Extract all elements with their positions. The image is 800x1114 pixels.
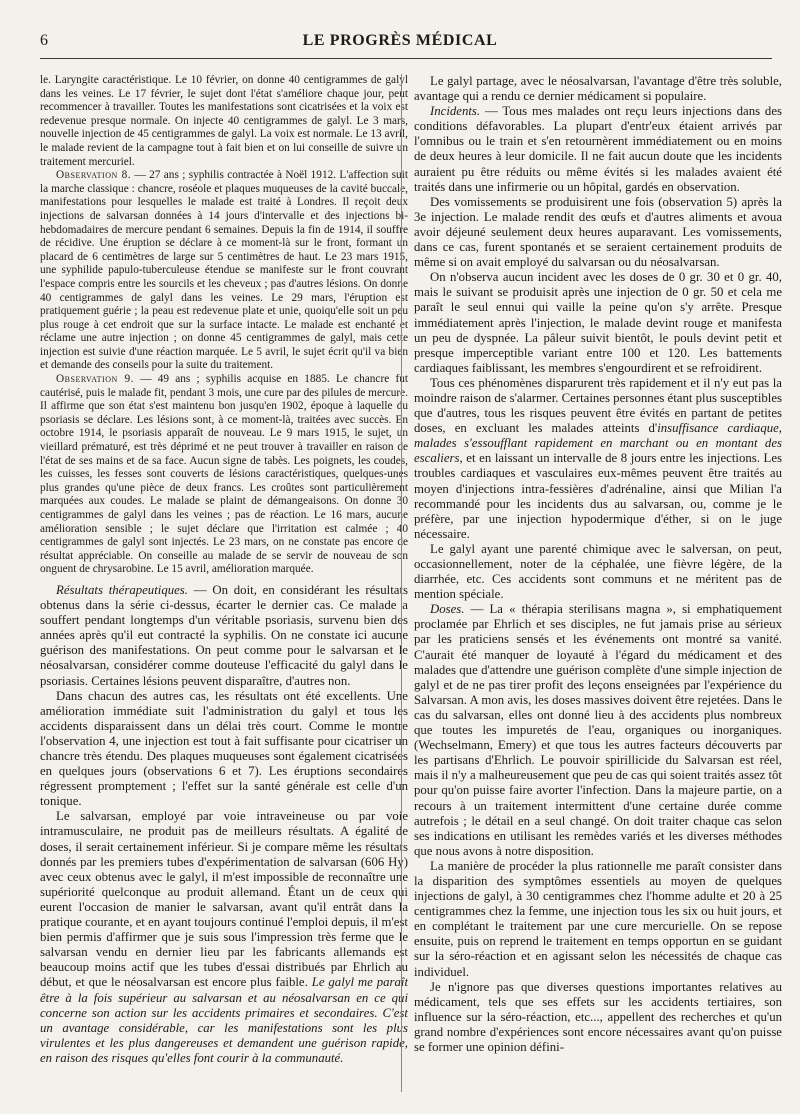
journal-title: LE PROGRÈS MÉDICAL: [302, 32, 498, 49]
incidents-paragraph: [414, 104, 782, 195]
paragraph-text: — Tous mes malades ont reçu leurs injections dans des conditions défavorables. La plupart d'entr'eux étaient arrivés par l'omnibus ou le train et s'en retournèrent immédiatement ou en moins de deux heures à leur domicile. Il ne fait aucun doute que les incidents auraient pu être réduits ou même évités si les malades avaient été traités dans une infirmerie ou un hôpital, gardés en observation.: [414, 104, 782, 194]
results-paragraph: [40, 583, 408, 689]
body-paragraph: [414, 859, 782, 980]
case-text: le. Laryngite caractéristique. Le 10 février, on donne 40 centigrammes de galyl dans les veines. Le 17 février, le sujet dont l'état s'améliore chaque jour, peut recommencer à travailler. Toutes les manifestations sont cicatrisées et la voix est redevenue presque normale. On injecte 40 centigrammes de galyl. Le 3 mars, nouvelle injection de 45 centigrammes de galyl. La voix est normale. Le 13 avril, le malade revient de la campagne tout à fait bien et on lui conseille de suivre un traitement mercuriel.: [40, 74, 408, 168]
italic-conclusion: Le galyl me paraît être à la fois supérieur au salvarsan et au néosalvarsan en ce qui concerne son action sur les accidents primaires et secondaires. C'est un avantage considérable, car les manifestations sont les plus virulentes et les plus dangereuses et demandent une guérison rapide, en raison des risques qu'elles font courir à la communauté.: [40, 975, 408, 1065]
observation-8: [40, 169, 408, 373]
paragraph-text: — La « thérapia sterilisans magna », si emphatiquement proclamée par Ehrlich et ses disciples, ne fut jamais prise au sérieux par les praticiens sensés et les événements ont montré sa vanité. C'aurait été manquer de loyauté à l'égard du médicament et des malades que d'attendre une guérison complète d'une simple injection de galyl et de ne pas tirer profit des leçons enseignées par l'expérience du Salvarsan. A mon avis, les doses massives doivent être rejetées. Dans le cas du salvarsan, elles ont donné lieu à des accidents plus nombreux que toutes les impuretés de l'eau, organiques ou inorganiques. (Wechselmann, Emery) et que tous les autres facteurs découverts par les partisans d'Ehrlich. Le pouvoir spirillicide du Salvarsan est réel, mais il n'y a malheureusement que peu de cas qui soient traités assez tôt pour qu'on puisse faire avorter l'infection. Dans la majeure partie, on a recours à un traitement intermittent d'une certaine durée comme autrefois ; le détail en a seul changé. On doit traiter chaque cas selon ses indications en utilisant les remèdes variés et les diverses méthodes que nous avons à notre disposition.: [414, 602, 782, 858]
paragraph-text: Dans chacun des autres cas, les résultats ont été excellents. Une amélioration immédiate suit l'administration du galyl et tous les accidents disparaissent dans un délai très court. Comme le montre l'observation 4, une injection est tout à fait suffisante pour cicatriser un chancre très étendu. Des plaques muqueuses sont également cicatrisées en quelques jours (observations 6 et 7). Les éruptions secondaires régressent promptement ; l'effet sur la santé générale est celle d'un tonique.: [40, 688, 408, 809]
results-section: [40, 583, 408, 1066]
paragraph-text: Le salvarsan, employé par voie intraveineuse ou par voie intramusculaire, ne produit pas de meilleurs résultats. A égalité de doses, il serait certainement inférieur. Si je compare même les résultats donnés par les premiers tubes d'expérimentation de salvarsan (606 Hy) avec ceux obtenus avec le galyl, il m'est impossible de reconnaître une supériorité quelconque au produit allemand. Étant un de ceux qui eurent l'occasion de manier le salvarsan, avant qu'il entrât dans la pratique courante, et en ayant toujours continué l'emploi depuis, il m'est bien permis d'affirmer que je suis sous l'impression très ferme que le salvarsan vendu en dernier lieu par les fabricants allemands est beaucoup moins actif que les tubes d'essai distribués par Ehrlich au début, et que le néosalvarsan est encore plus faible.: [40, 809, 408, 990]
paragraph-text: La manière de procéder la plus rationnelle me paraît consister dans la disparition des symptômes essentiels au moyen de quelques injections de galyl, à 30 centigrammes chez l'homme adulte et 20 à 25 centigrammes chez la femme, une injection tous les six ou huit jours, et en complétant le traitement par une cure mercurielle. On se repose ensuite, puis on reprend le traitement en temps opportun en se guidant sur la séro-réaction et en agissant selon les nécessités de chaque cas individuel.: [414, 858, 782, 979]
body-paragraph: [414, 270, 782, 376]
section-lead: Résultats thérapeutiques.: [56, 582, 188, 597]
page-number: 6: [40, 32, 48, 49]
body-paragraph: [40, 809, 408, 1066]
paragraph-text: et en laissant un intervalle de 8 jours entre les injections. Les troubles cardiaques et vasculaires eux-mêmes peuvent être traités au moyen d'injections intra-fessières d'adrénaline, ainsi que Milian l'a recommandé pour les incidents dus au salvarsan, ou, comme je le préfère, par une injection hypodermique d'éther, si on le juge nécessaire.: [414, 451, 782, 541]
observation-label: Observation 8.: [56, 169, 132, 182]
observation-label: Observation 9.: [56, 373, 134, 386]
case-observations: [40, 74, 408, 577]
body-paragraph: [40, 689, 408, 810]
italic-phrase: insuffisance cardiaque, malades s'essoufflant rapidement en marchant ou en montant des escaliers,: [414, 421, 782, 466]
column-divider: [401, 74, 402, 1092]
observation-text: — 49 ans ; syphilis acquise en 1885. Le chancre fut cautérisé, puis le malade fit, pendant 3 mois, une cure par des pilules de mercure. Il affirme que son état s'est maintenu bon jusqu'en 1902, époque à laquelle du psoriasis se déclare. Les lésions sont, à ce moment-là, traitées avec succès. En octobre 1914, le psoriasis apparaît de nouveau. Le 9 mars 1915, le sujet, un vieillard prématuré, est très déprimé et ne peut trouver à travailler en raison de l'état de ses mains et de sa face. Aucun signe de tabès. Les poignets, les coudes, les cuisses, les fesses sont couverts de lésions caractéristiques, quelques-unes plus grandes qu'une pièce de deux francs. Les croûtes sont particulièrement marquées aux coudes. Le malade se plaint de démangeaisons. On donne 30 centigrammes de galyl dans les veines ; pas de réaction. Le 16 mars, aucune amélioration sensible ; le sujet déclare que l'irritation est calmée ; 40 centigrammes de galyl sont injectés. Le 23 mars, on ne constate pas encore de résultat appréciable. On conseille au malade de se servir de nouveau de son onguent de chrysarobine. Le 15 avril, amélioration marquée.: [40, 373, 408, 576]
body-paragraph: [414, 980, 782, 1055]
observation-9: [40, 373, 408, 577]
body-paragraph: [414, 542, 782, 602]
paragraph-text: Tous ces phénomènes disparurent très rapidement et il n'y eut pas la moindre raison de s'alarmer. Certaines personnes étant plus susceptibles que d'autres, tous les risques peuvent être évités en partant de petites doses, en excluant les malades atteints d': [414, 375, 782, 436]
paragraph-text: Le galyl ayant une parenté chimique avec le salversan, on peut, occasionnellement, noter de la céphalée, une fièvre légère, de la diarrhée, etc. Ces accidents sont communs et ne méritent pas de mention spéciale.: [414, 541, 782, 602]
observation-text: — 27 ans ; syphilis contractée à Noël 1912. L'affection suit la marche classique : chancre, roséole et plaques muqueuses de la cavité buccale, manifestations pour lesquelles le malade est traité à Londres. Il reçoit deux injections de salvarsan données à 14 jours d'intervalle et des injections bi-hebdomadaires de mercure pendant 6 semaines. Depuis la fin de 1914, il souffre de récidive. Une éruption se déclare à ce moment-là sur le front, formant un placard de 6 centimètres de large sur 5 centimètres de haut. Le 23 mars 1915, une syphilide papulo-tuberculeuse étendue se manifeste sur le front couvrant l'espace compris entre les sourcils et les cheveux ; pas d'autres lésions. On donne 40 centigrammes de galyl dans les veines. Le 29 mars, l'éruption est pratiquement guérie ; la peau est redevenue plate et unie, quoiqu'elle soit un peu plus rouge à cet endroit que sur la surface intacte. Le malade est enchanté et réclame une autre injection ; on donne 45 centigrammes de galyl, mais cette injection est suivie d'une réaction marquée. Le 5 avril, le sujet écrit qu'il va bien et demande des conseils pour la suite du traitement.: [40, 169, 408, 372]
paragraph-text: Je n'ignore pas que diverses questions importantes relatives au médicament, tels que ses effets sur les accidents tertiaires, son influence sur la séro-réaction, etc..., appellent des recherches et qu'un grand nombre d'expériences sont encore nécessaires avant qu'on puisse se former une opinion défini-: [414, 979, 782, 1054]
doses-paragraph: [414, 602, 782, 859]
paragraph-text: Des vomissements se produisirent une fois (observation 5) après la 3e injection. Le malade rendit des œufs et d'autres aliments et avoua avoir déjeuné seulement deux heures auparavant. Les vomissements, dans ce cas, furent spontanés et se seraient certainement produits de même si on avait employé du salvarsan ou du néosalvarsan.: [414, 194, 782, 270]
body-paragraph: [414, 195, 782, 270]
paragraph-text: — On doit, en considérant les résultats obtenus dans la série ci-dessus, écarter le dernier cas. Ce malade a souffert pendant longtemps d'un véritable psoriasis, survenu bien des années après qu'il eut contracté la syphilis. On ne constate ici aucune guérison des manifestations. On peut comme pour le salvarsan et le néosalvarsan, considérer comme douteuse l'efficacité du galyl dans le psoriasis. Certaines lésions peuvent disparaître, d'autres non.: [40, 582, 408, 688]
case-paragraph: [40, 74, 408, 169]
left-column: [40, 74, 408, 1092]
header-rule: [40, 58, 772, 59]
body-paragraph: [414, 74, 782, 104]
paragraph-text: Le galyl partage, avec le néosalvarsan, l'avantage d'être très soluble, avantage qui a rendu ce dernier médicament si populaire.: [414, 74, 782, 104]
section-lead: Incidents.: [430, 104, 481, 119]
section-lead: Doses.: [430, 602, 465, 617]
paragraph-text: On n'observa aucun incident avec les doses de 0 gr. 30 et 0 gr. 40, mais le suivant se produisit après une injection de 0 gr. 50 et cela me paraît le seul ennui qui vaille la peine qu'on s'y arrête. Presque immédiatement après l'injection, le malade devint rouge et manifesta un peu de dyspnée. La pâleur suivit bientôt, le pouls devint petit et presque imperceptible variant entre 100 et 120. Les battements cardiaques faiblissant, les membres s'engourdirent et se refroidirent.: [414, 270, 782, 375]
right-column: [414, 74, 782, 1092]
body-paragraph: [414, 376, 782, 542]
